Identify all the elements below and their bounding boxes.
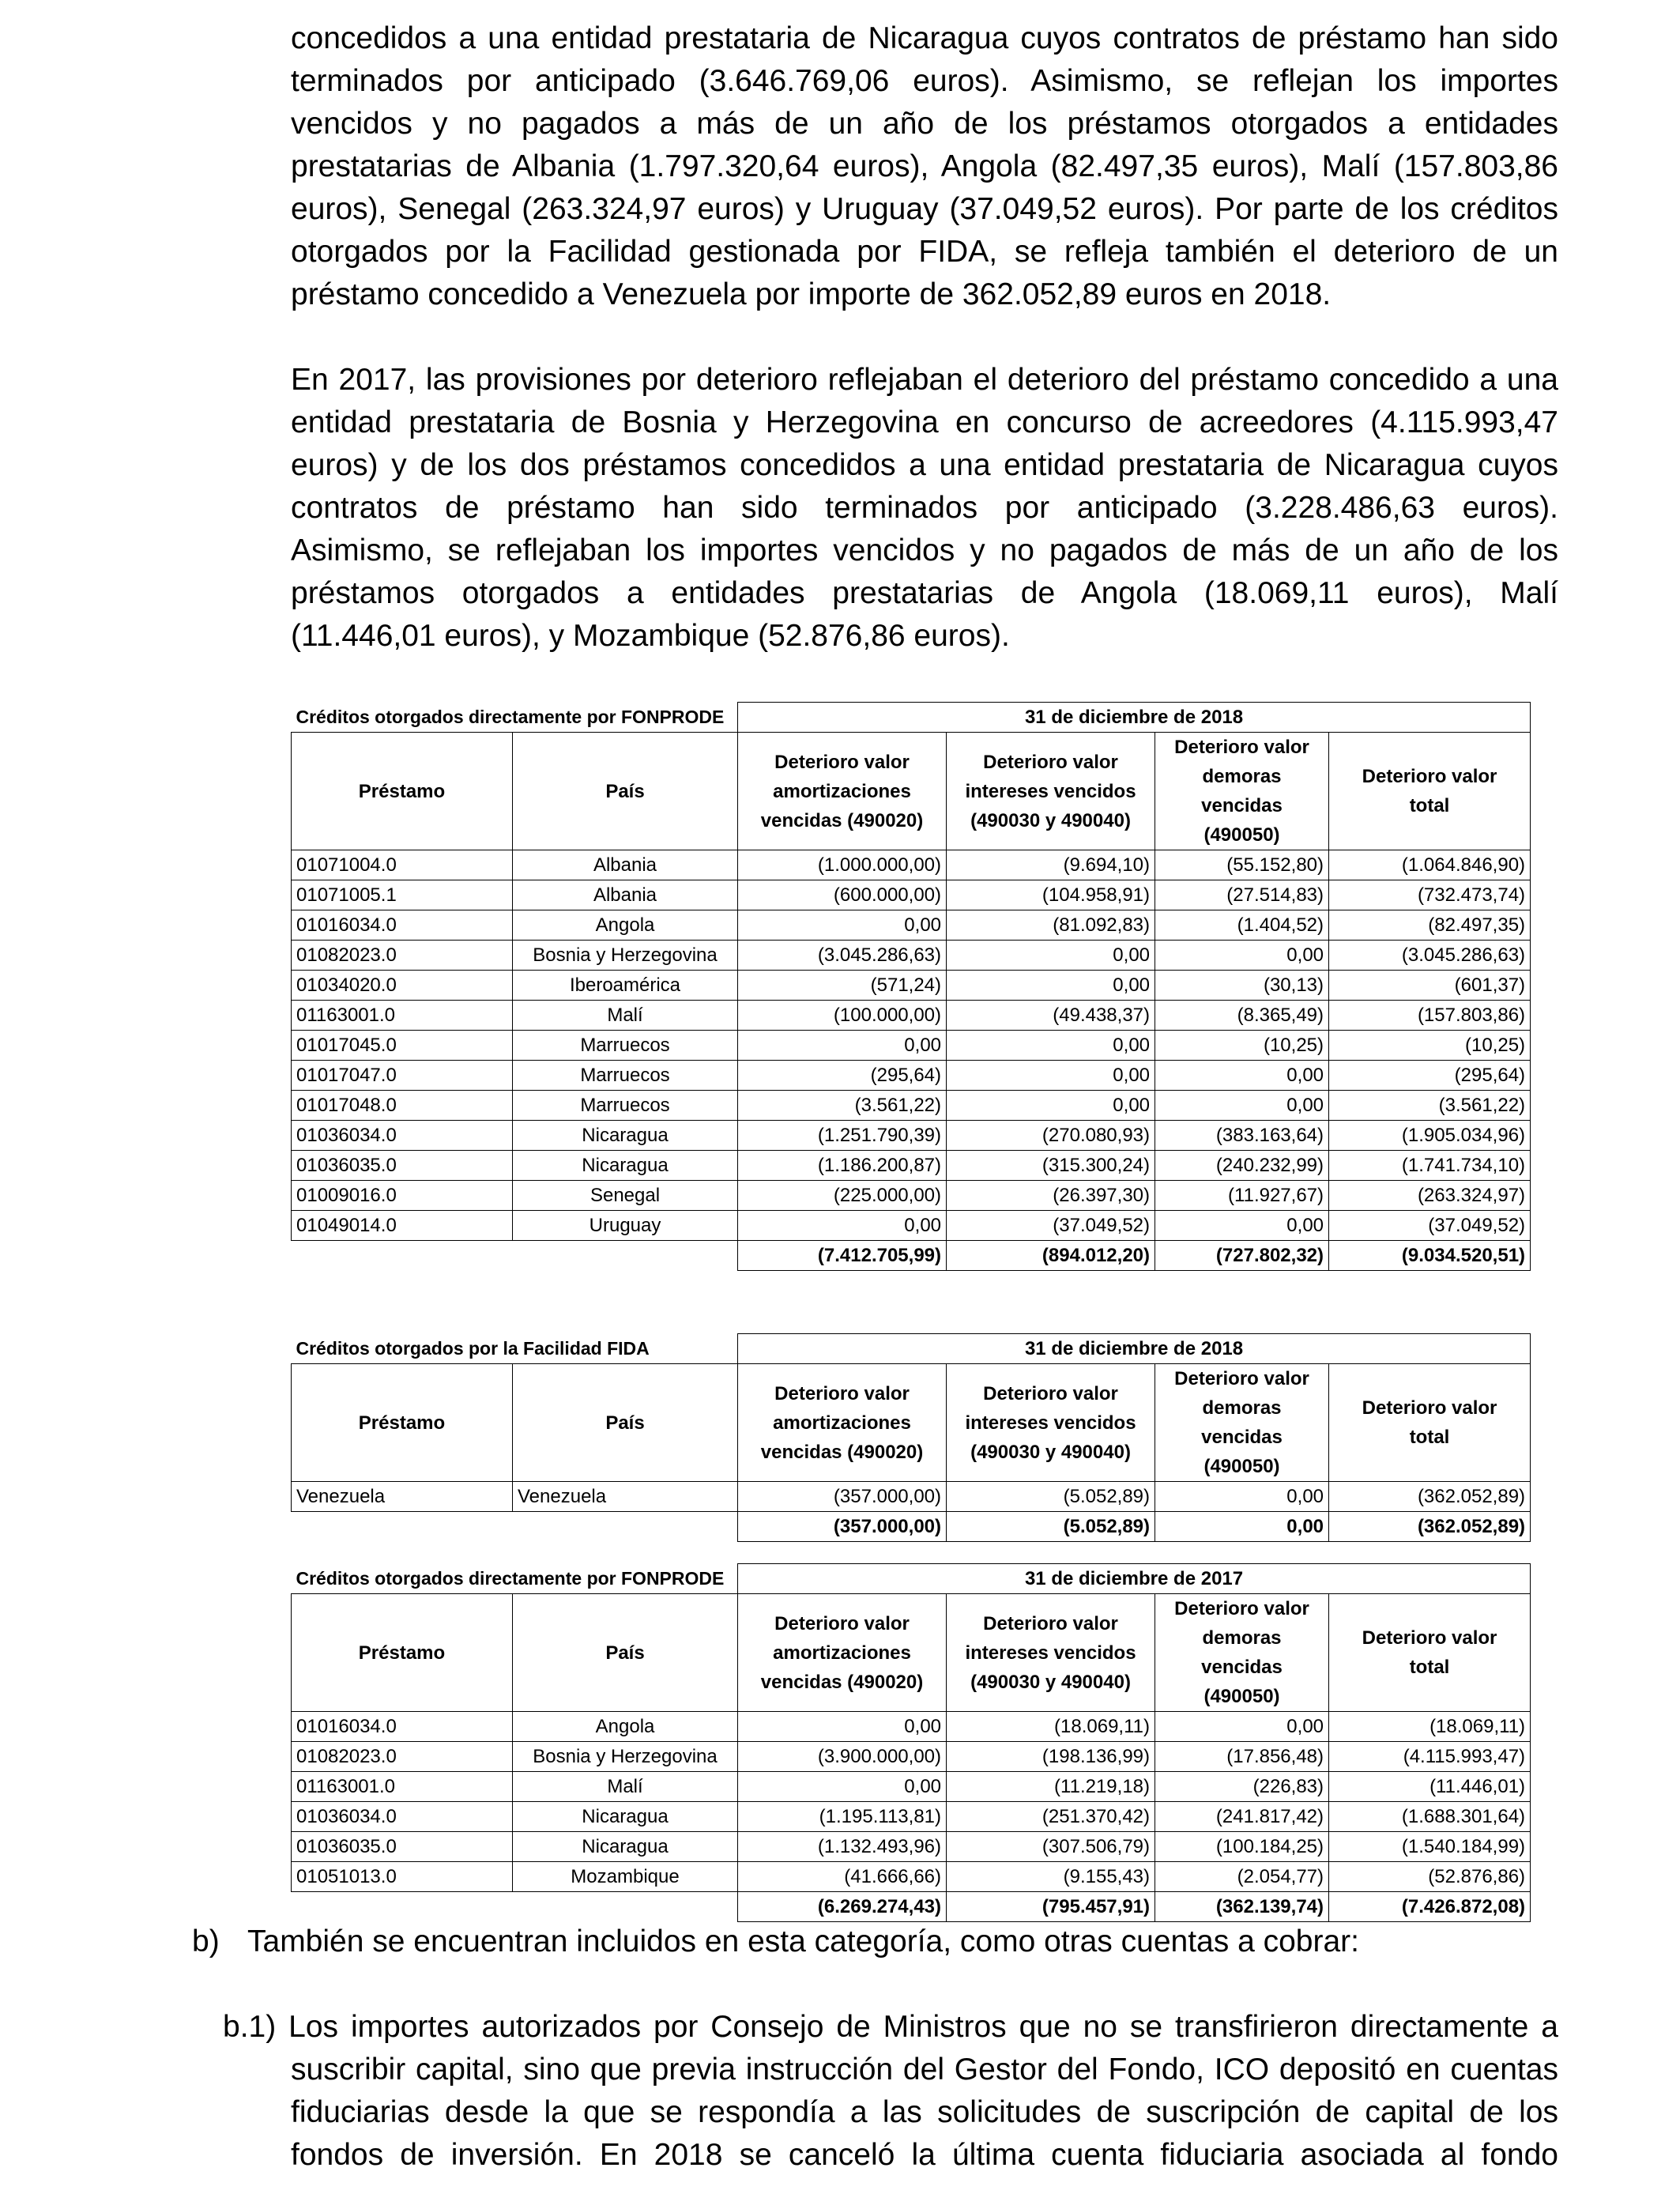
cell-demoras: (11.927,67) xyxy=(1155,1181,1329,1211)
table-date-header: 31 de diciembre de 2017 xyxy=(738,1564,1531,1594)
header-line: (490030 y 490040) xyxy=(970,809,1131,831)
cell-pais: Bosnia y Herzegovina xyxy=(513,941,738,971)
header-line: Deterioro valor xyxy=(983,1612,1118,1634)
cell-amortizaciones: (41.666,66) xyxy=(738,1862,947,1892)
total-total: (9.034.520,51) xyxy=(1329,1241,1531,1271)
cell-prestamo: 01036035.0 xyxy=(292,1832,513,1862)
cell-total: (295,64) xyxy=(1329,1061,1531,1091)
table-row xyxy=(292,850,1531,880)
header-line: amortizaciones xyxy=(773,1642,911,1664)
cell-demoras: (241.817,42) xyxy=(1155,1802,1329,1832)
cell-amortizaciones: (571,24) xyxy=(738,971,947,1001)
table-body xyxy=(292,850,1531,1241)
text-line: terminados por anticipado (3.646.769,06 euros). Asimismo, se reflejan los importes xyxy=(291,64,1558,98)
header-line: demoras vencidas xyxy=(1201,1627,1283,1678)
table-row xyxy=(292,971,1531,1001)
cell-pais: Marruecos xyxy=(513,1031,738,1061)
cell-amortizaciones: (1.132.493,96) xyxy=(738,1832,947,1862)
cell-intereses: (315.300,24) xyxy=(947,1151,1155,1181)
cell-prestamo: 01017048.0 xyxy=(292,1091,513,1121)
header-line: Deterioro valor xyxy=(1362,766,1497,787)
cell-demoras: (100.184,25) xyxy=(1155,1832,1329,1862)
table-row xyxy=(292,1482,1531,1512)
cell-demoras: (55.152,80) xyxy=(1155,850,1329,880)
table-body xyxy=(292,1712,1531,1892)
header-line: Deterioro valor xyxy=(1362,1397,1497,1419)
cell-intereses: (270.080,93) xyxy=(947,1121,1155,1151)
cell-prestamo: 01051013.0 xyxy=(292,1862,513,1892)
impairment-table xyxy=(291,702,1531,1271)
header-line: total xyxy=(1409,1657,1450,1678)
header-line: intereses vencidos xyxy=(965,1412,1136,1434)
cell-total: (10,25) xyxy=(1329,1031,1531,1061)
cell-demoras: (10,25) xyxy=(1155,1031,1329,1061)
cell-total: (37.049,52) xyxy=(1329,1211,1531,1241)
blank-cell xyxy=(292,1892,513,1922)
cell-pais: Marruecos xyxy=(513,1091,738,1121)
cell-pais: Albania xyxy=(513,850,738,880)
text-line: concedidos a una entidad prestataria de Nicaragua cuyos contratos de préstamo han sido xyxy=(291,21,1558,55)
header-line: Deterioro valor xyxy=(774,1612,910,1634)
header-prestamo: Préstamo xyxy=(292,1594,513,1712)
cell-intereses: 0,00 xyxy=(947,971,1155,1001)
table-date-header: 31 de diciembre de 2018 xyxy=(738,703,1531,733)
header-line: Deterioro valor xyxy=(983,1382,1118,1404)
cell-amortizaciones: (1.251.790,39) xyxy=(738,1121,947,1151)
cell-pais: Mozambique xyxy=(513,1862,738,1892)
cell-amortizaciones: 0,00 xyxy=(738,1712,947,1742)
table-date-header: 31 de diciembre de 2018 xyxy=(738,1334,1531,1364)
header-line: amortizaciones xyxy=(773,1412,911,1434)
text-line: vencidos y no pagados a más de un año de los préstamos otorgados a entidades xyxy=(291,107,1558,141)
cell-pais: Iberoamérica xyxy=(513,971,738,1001)
table-fonprode-2018 xyxy=(291,702,1530,1271)
total-intereses: (795.457,91) xyxy=(947,1892,1155,1922)
cell-pais: Bosnia y Herzegovina xyxy=(513,1742,738,1772)
cell-intereses: 0,00 xyxy=(947,1091,1155,1121)
cell-prestamo: 01071005.1 xyxy=(292,880,513,910)
cell-intereses: (9.155,43) xyxy=(947,1862,1155,1892)
header-line: intereses vencidos xyxy=(965,1642,1136,1664)
text-line: fiduciarias desde la que se respondía a las solicitudes de suscripción de capital de los xyxy=(291,2095,1558,2129)
cell-demoras: (8.365,49) xyxy=(1155,1001,1329,1031)
cell-pais: Malí xyxy=(513,1001,738,1031)
total-amortizaciones: (7.412.705,99) xyxy=(738,1241,947,1271)
cell-amortizaciones: (600.000,00) xyxy=(738,880,947,910)
list-item-b xyxy=(192,1921,1359,1963)
list-label: b) xyxy=(192,1924,220,1958)
header-line: (490050) xyxy=(1203,1686,1280,1707)
table-row xyxy=(292,1742,1531,1772)
totals-row xyxy=(292,1892,1531,1922)
table-row xyxy=(292,880,1531,910)
header-demoras xyxy=(1155,733,1329,850)
total-total: (362.052,89) xyxy=(1329,1512,1531,1542)
table-row xyxy=(292,1832,1531,1862)
header-intereses xyxy=(947,1364,1155,1482)
text-line: Asimismo, se reflejaban los importes vencidos y no pagados de más de un año de los xyxy=(291,533,1558,567)
cell-prestamo: 01036035.0 xyxy=(292,1151,513,1181)
cell-total: (3.045.286,63) xyxy=(1329,941,1531,971)
blank-cell xyxy=(513,1892,738,1922)
table-caption: Créditos otorgados directamente por FONPRODE xyxy=(292,703,738,733)
cell-total: (52.876,86) xyxy=(1329,1862,1531,1892)
cell-intereses: (251.370,42) xyxy=(947,1802,1155,1832)
header-amortizaciones xyxy=(738,1594,947,1712)
cell-intereses: (9.694,10) xyxy=(947,850,1155,880)
header-line: total xyxy=(1409,1427,1450,1448)
cell-intereses: (81.092,83) xyxy=(947,910,1155,941)
cell-amortizaciones: (3.561,22) xyxy=(738,1091,947,1121)
cell-total: (3.561,22) xyxy=(1329,1091,1531,1121)
total-demoras: (362.139,74) xyxy=(1155,1892,1329,1922)
header-line: demoras vencidas xyxy=(1201,1397,1283,1448)
text-line: préstamos otorgados a entidades prestatarias de Angola (18.069,11 euros), Malí xyxy=(291,576,1558,610)
header-line: Deterioro valor xyxy=(1362,1627,1497,1649)
cell-total: (82.497,35) xyxy=(1329,910,1531,941)
cell-pais: Nicaragua xyxy=(513,1151,738,1181)
cell-amortizaciones: 0,00 xyxy=(738,1772,947,1802)
header-pais: País xyxy=(513,1364,738,1482)
header-line: Deterioro valor xyxy=(774,1382,910,1404)
header-line: (490030 y 490040) xyxy=(970,1671,1131,1693)
cell-prestamo: 01009016.0 xyxy=(292,1181,513,1211)
header-pais: País xyxy=(513,733,738,850)
header-demoras xyxy=(1155,1364,1329,1482)
cell-prestamo: 01017047.0 xyxy=(292,1061,513,1091)
table-fonprode-2017 xyxy=(291,1563,1530,1922)
cell-demoras: 0,00 xyxy=(1155,941,1329,971)
cell-intereses: (18.069,11) xyxy=(947,1712,1155,1742)
cell-intereses: (49.438,37) xyxy=(947,1001,1155,1031)
table-fida-2018 xyxy=(291,1333,1530,1542)
cell-total: (362.052,89) xyxy=(1329,1482,1531,1512)
cell-total: (1.905.034,96) xyxy=(1329,1121,1531,1151)
header-line: Deterioro valor xyxy=(774,751,910,773)
header-line: (490050) xyxy=(1203,1456,1280,1477)
cell-intereses: (5.052,89) xyxy=(947,1482,1155,1512)
table-row xyxy=(292,1772,1531,1802)
header-line: vencidas (490020) xyxy=(760,1441,924,1463)
table-row xyxy=(292,1802,1531,1832)
cell-total: (1.688.301,64) xyxy=(1329,1802,1531,1832)
total-intereses: (894.012,20) xyxy=(947,1241,1155,1271)
cell-amortizaciones: (295,64) xyxy=(738,1061,947,1091)
header-line: amortizaciones xyxy=(773,780,911,802)
header-line: (490030 y 490040) xyxy=(970,1441,1131,1463)
total-intereses: (5.052,89) xyxy=(947,1512,1155,1542)
cell-intereses: 0,00 xyxy=(947,1061,1155,1091)
cell-pais: Senegal xyxy=(513,1181,738,1211)
cell-pais: Nicaragua xyxy=(513,1802,738,1832)
table-row xyxy=(292,1181,1531,1211)
text-line: suscribir capital, sino que previa instrucción del Gestor del Fondo, ICO depositó en cuentas xyxy=(291,2053,1558,2087)
header-line: intereses vencidos xyxy=(965,780,1136,802)
cell-total: (1.540.184,99) xyxy=(1329,1832,1531,1862)
table-row xyxy=(292,1151,1531,1181)
cell-intereses: (37.049,52) xyxy=(947,1211,1155,1241)
cell-prestamo: 01163001.0 xyxy=(292,1772,513,1802)
cell-prestamo: 01049014.0 xyxy=(292,1211,513,1241)
cell-amortizaciones: (357.000,00) xyxy=(738,1482,947,1512)
header-line: Deterioro valor xyxy=(983,751,1118,773)
table-body xyxy=(292,1482,1531,1512)
totals-row xyxy=(292,1512,1531,1542)
cell-amortizaciones: 0,00 xyxy=(738,1211,947,1241)
cell-demoras: 0,00 xyxy=(1155,1482,1329,1512)
header-total xyxy=(1329,733,1531,850)
header-line: total xyxy=(1409,795,1450,816)
table-row xyxy=(292,1712,1531,1742)
blank-cell xyxy=(292,1241,513,1271)
table-row xyxy=(292,1211,1531,1241)
table-caption: Créditos otorgados directamente por FONPRODE xyxy=(292,1564,738,1594)
cell-prestamo: 01034020.0 xyxy=(292,971,513,1001)
cell-amortizaciones: (3.900.000,00) xyxy=(738,1742,947,1772)
cell-pais: Malí xyxy=(513,1772,738,1802)
text-line: préstamo concedido a Venezuela por importe de 362.052,89 euros en 2018. xyxy=(291,277,1332,311)
header-pais: País xyxy=(513,1594,738,1712)
impairment-table xyxy=(291,1333,1531,1542)
blank-cell xyxy=(292,1512,513,1542)
cell-total: (601,37) xyxy=(1329,971,1531,1001)
cell-intereses: (307.506,79) xyxy=(947,1832,1155,1862)
header-line: demoras vencidas xyxy=(1201,766,1283,816)
header-amortizaciones xyxy=(738,1364,947,1482)
header-prestamo: Préstamo xyxy=(292,733,513,850)
blank-cell xyxy=(513,1512,738,1542)
header-line: Deterioro valor xyxy=(1174,1598,1309,1619)
cell-demoras: (27.514,83) xyxy=(1155,880,1329,910)
header-intereses xyxy=(947,733,1155,850)
cell-intereses: 0,00 xyxy=(947,1031,1155,1061)
header-line: (490050) xyxy=(1203,824,1280,846)
cell-demoras: (1.404,52) xyxy=(1155,910,1329,941)
cell-demoras: (2.054,77) xyxy=(1155,1862,1329,1892)
cell-prestamo: 01036034.0 xyxy=(292,1121,513,1151)
cell-amortizaciones: (1.000.000,00) xyxy=(738,850,947,880)
cell-pais: Angola xyxy=(513,910,738,941)
cell-demoras: 0,00 xyxy=(1155,1061,1329,1091)
text-line: En 2017, las provisiones por deterioro reflejaban el deterioro del préstamo concedido a una xyxy=(291,363,1558,397)
table-row xyxy=(292,1061,1531,1091)
table-caption: Créditos otorgados por la Facilidad FIDA xyxy=(292,1334,738,1364)
paragraph-2018-provisions xyxy=(291,17,1558,316)
table-row xyxy=(292,1001,1531,1031)
cell-total: (732.473,74) xyxy=(1329,880,1531,910)
cell-intereses: (26.397,30) xyxy=(947,1181,1155,1211)
header-total xyxy=(1329,1364,1531,1482)
cell-demoras: 0,00 xyxy=(1155,1091,1329,1121)
cell-total: (4.115.993,47) xyxy=(1329,1742,1531,1772)
text-line: fondos de inversión. En 2018 se canceló la última cuenta fiduciaria asociada al fondo xyxy=(291,2138,1558,2172)
cell-prestamo: 01016034.0 xyxy=(292,1712,513,1742)
header-total xyxy=(1329,1594,1531,1712)
cell-total: (11.446,01) xyxy=(1329,1772,1531,1802)
table-row xyxy=(292,1862,1531,1892)
text-line: euros), Senegal (263.324,97 euros) y Uruguay (37.049,52 euros). Por parte de los créditos xyxy=(291,192,1558,226)
header-line: Deterioro valor xyxy=(1174,737,1309,758)
cell-pais: Albania xyxy=(513,880,738,910)
table-row xyxy=(292,941,1531,971)
cell-pais: Angola xyxy=(513,1712,738,1742)
cell-demoras: (240.232,99) xyxy=(1155,1151,1329,1181)
cell-prestamo: 01017045.0 xyxy=(292,1031,513,1061)
cell-amortizaciones: 0,00 xyxy=(738,910,947,941)
header-line: Deterioro valor xyxy=(1174,1368,1309,1389)
text-line: entidad prestataria de Bosnia y Herzegovina en concurso de acreedores (4.115.993,47 xyxy=(291,405,1558,439)
list-item-b1 xyxy=(223,2006,1558,2177)
text-line: contratos de préstamo han sido terminados por anticipado (3.228.486,63 euros). xyxy=(291,491,1558,525)
text-line: otorgados por la Facilidad gestionada por FIDA, se refleja también el deterioro de un xyxy=(291,235,1558,269)
header-amortizaciones xyxy=(738,733,947,850)
cell-amortizaciones: 0,00 xyxy=(738,1031,947,1061)
cell-prestamo: 01082023.0 xyxy=(292,1742,513,1772)
cell-total: (1.064.846,90) xyxy=(1329,850,1531,880)
cell-demoras: (226,83) xyxy=(1155,1772,1329,1802)
cell-amortizaciones: (3.045.286,63) xyxy=(738,941,947,971)
blank-cell xyxy=(513,1241,738,1271)
totals-row xyxy=(292,1241,1531,1271)
table-row xyxy=(292,1091,1531,1121)
cell-amortizaciones: (1.186.200,87) xyxy=(738,1151,947,1181)
impairment-table xyxy=(291,1563,1531,1922)
text-line: b.1) Los importes autorizados por Consejo de Ministros que no se transfirieron directamente a xyxy=(223,2010,1558,2044)
cell-demoras: 0,00 xyxy=(1155,1712,1329,1742)
header-line: vencidas (490020) xyxy=(760,809,924,831)
cell-amortizaciones: (225.000,00) xyxy=(738,1181,947,1211)
cell-prestamo: 01071004.0 xyxy=(292,850,513,880)
cell-pais: Uruguay xyxy=(513,1211,738,1241)
cell-demoras: 0,00 xyxy=(1155,1211,1329,1241)
text-line: euros) y de los dos préstamos concedidos a una entidad prestataria de Nicaragua cuyos xyxy=(291,448,1558,482)
cell-demoras: (30,13) xyxy=(1155,971,1329,1001)
cell-pais: Nicaragua xyxy=(513,1832,738,1862)
cell-total: (18.069,11) xyxy=(1329,1712,1531,1742)
total-amortizaciones: (6.269.274,43) xyxy=(738,1892,947,1922)
cell-amortizaciones: (1.195.113,81) xyxy=(738,1802,947,1832)
list-text: También se encuentran incluidos en esta categoría, como otras cuentas a cobrar: xyxy=(247,1924,1359,1958)
table-row xyxy=(292,1031,1531,1061)
total-demoras: 0,00 xyxy=(1155,1512,1329,1542)
cell-pais: Venezuela xyxy=(513,1482,738,1512)
cell-pais: Nicaragua xyxy=(513,1121,738,1151)
cell-prestamo: 01016034.0 xyxy=(292,910,513,941)
header-line: vencidas (490020) xyxy=(760,1671,924,1693)
cell-total: (157.803,86) xyxy=(1329,1001,1531,1031)
cell-intereses: 0,00 xyxy=(947,941,1155,971)
cell-pais: Marruecos xyxy=(513,1061,738,1091)
cell-intereses: (104.958,91) xyxy=(947,880,1155,910)
header-demoras xyxy=(1155,1594,1329,1712)
cell-intereses: (198.136,99) xyxy=(947,1742,1155,1772)
cell-prestamo: Venezuela xyxy=(292,1482,513,1512)
cell-intereses: (11.219,18) xyxy=(947,1772,1155,1802)
total-demoras: (727.802,32) xyxy=(1155,1241,1329,1271)
cell-demoras: (383.163,64) xyxy=(1155,1121,1329,1151)
header-intereses xyxy=(947,1594,1155,1712)
header-prestamo: Préstamo xyxy=(292,1364,513,1482)
cell-prestamo: 01163001.0 xyxy=(292,1001,513,1031)
cell-amortizaciones: (100.000,00) xyxy=(738,1001,947,1031)
cell-total: (263.324,97) xyxy=(1329,1181,1531,1211)
table-row xyxy=(292,910,1531,941)
cell-demoras: (17.856,48) xyxy=(1155,1742,1329,1772)
paragraph-2017-provisions xyxy=(291,359,1558,658)
total-total: (7.426.872,08) xyxy=(1329,1892,1531,1922)
text-line: (11.446,01 euros), y Mozambique (52.876,86 euros). xyxy=(291,619,1010,653)
cell-prestamo: 01082023.0 xyxy=(292,941,513,971)
table-row xyxy=(292,1121,1531,1151)
text-line: prestatarias de Albania (1.797.320,64 euros), Angola (82.497,35 euros), Malí (157.803,86 xyxy=(291,149,1558,183)
total-amortizaciones: (357.000,00) xyxy=(738,1512,947,1542)
cell-prestamo: 01036034.0 xyxy=(292,1802,513,1832)
cell-total: (1.741.734,10) xyxy=(1329,1151,1531,1181)
